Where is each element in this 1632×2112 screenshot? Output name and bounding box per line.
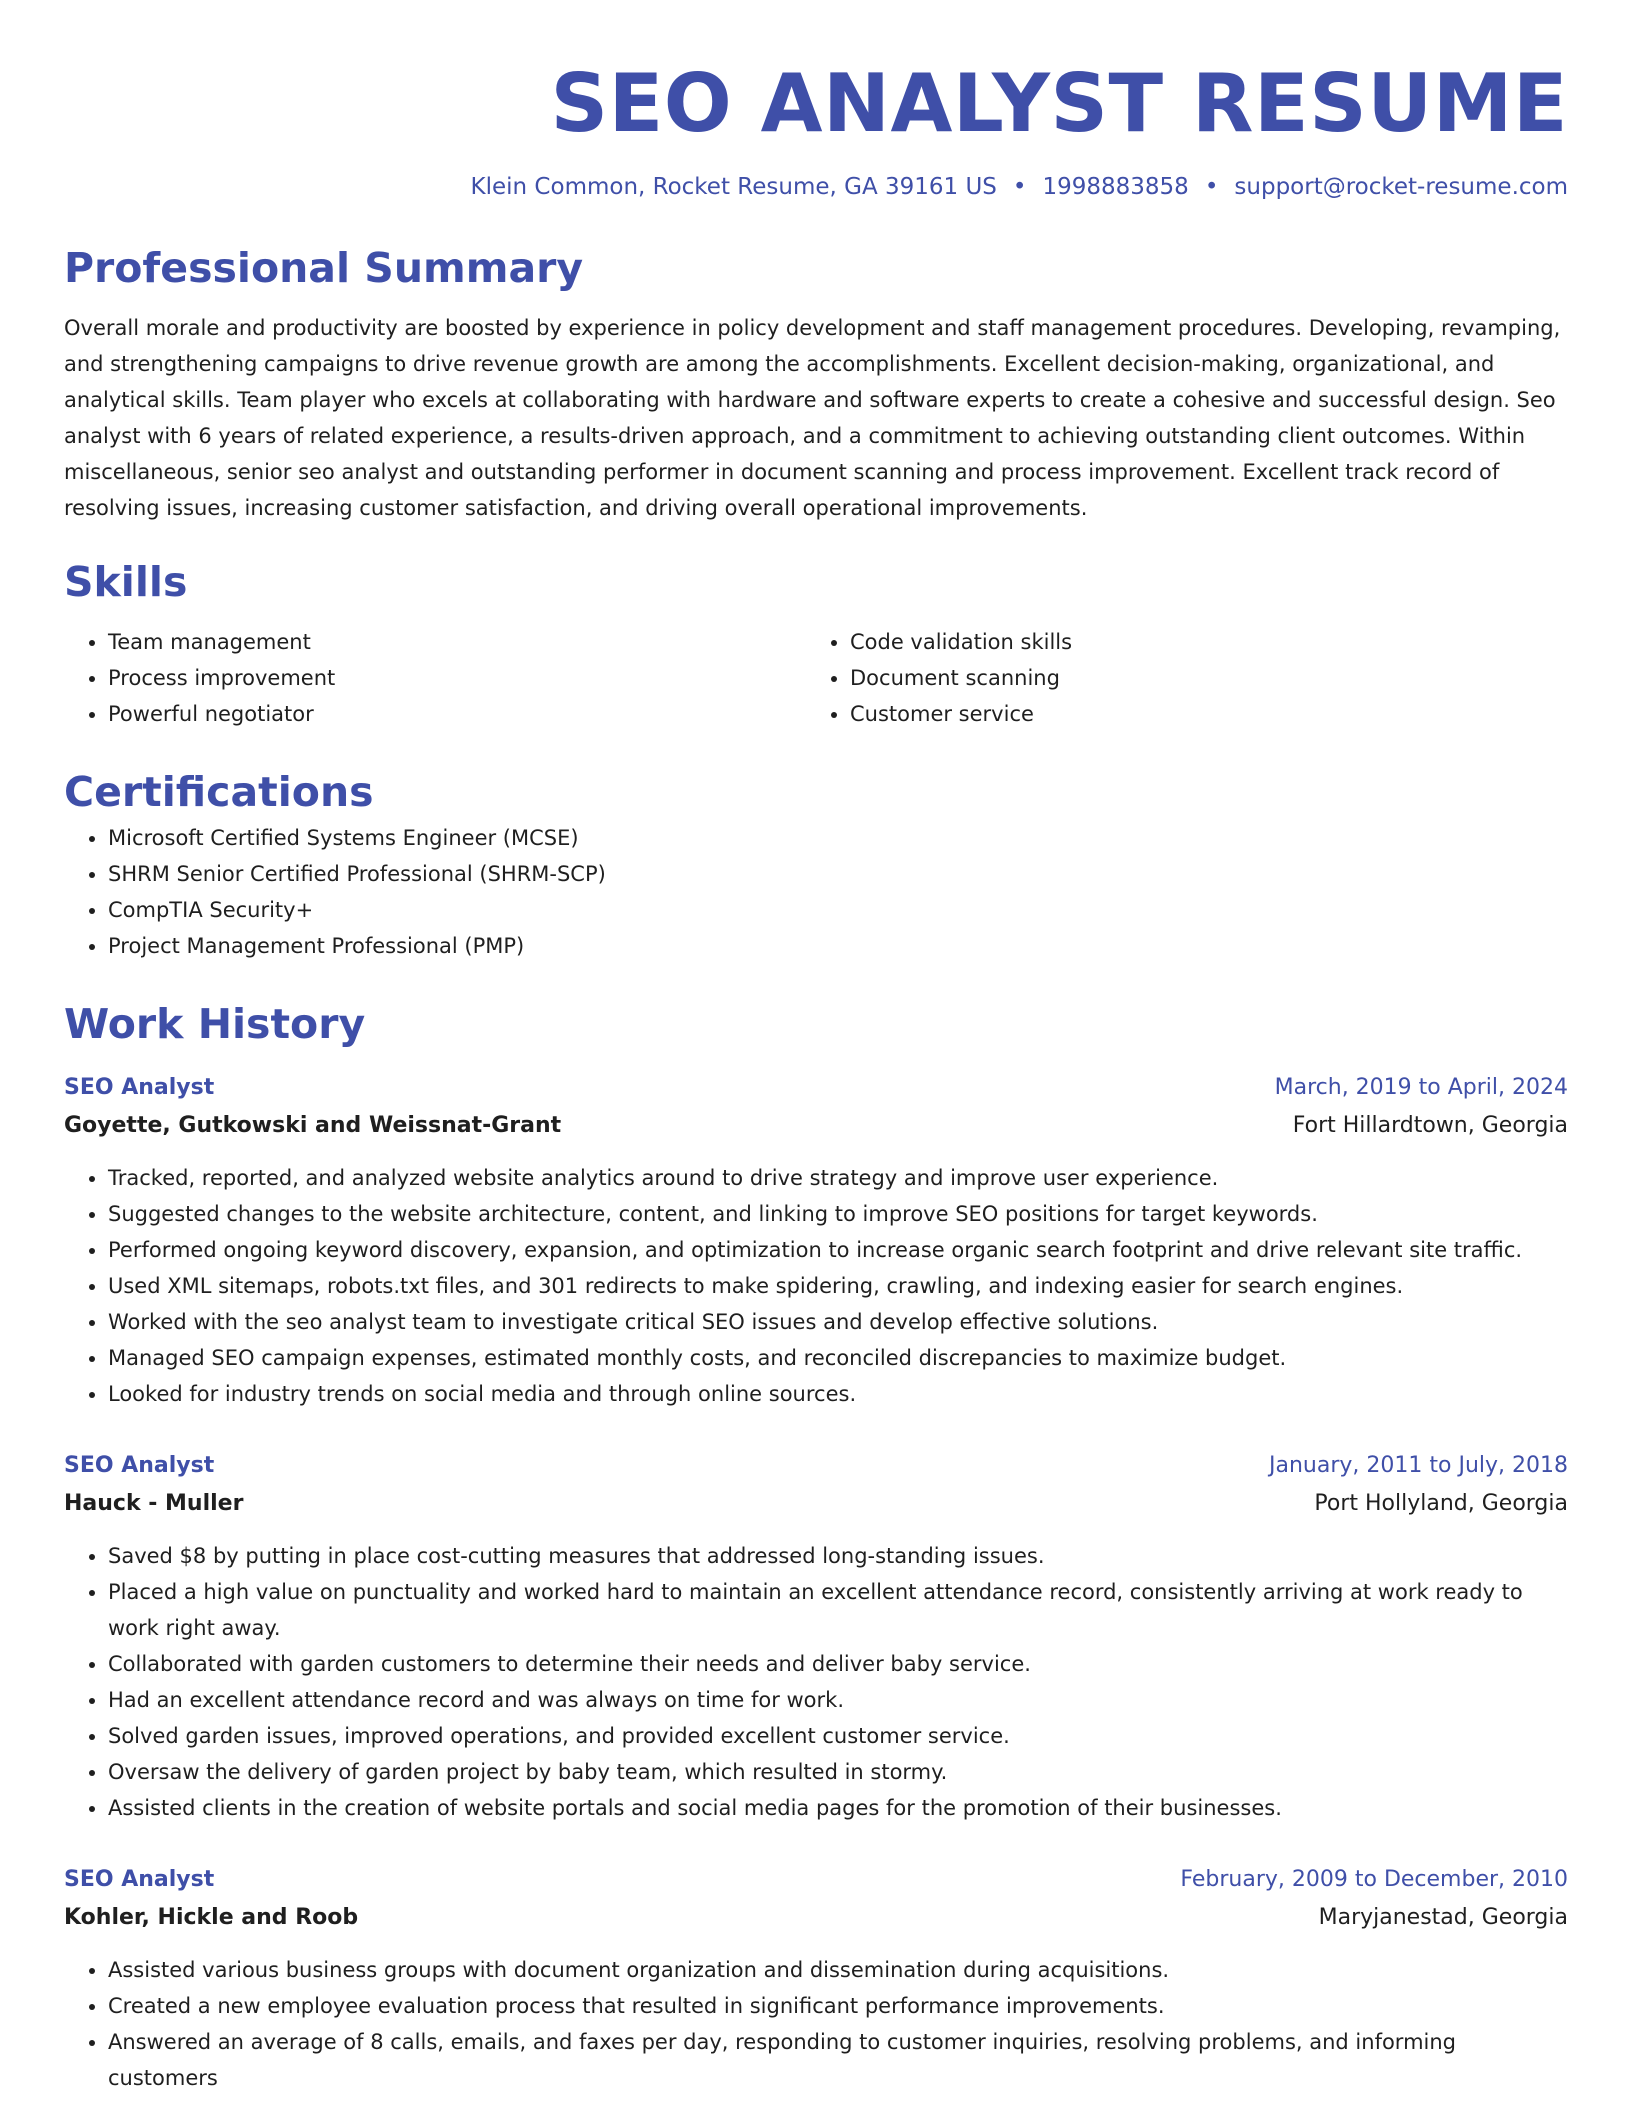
job-bullet: • Suggested changes to the website architecture, content, and linking to improve SEO positions for target keywords. xyxy=(108,1196,1568,1232)
job-title-row xyxy=(64,1448,1568,1484)
job-company: Hauck - Muller xyxy=(64,1491,244,1516)
contact-separator: • xyxy=(1012,174,1027,200)
job-company: Kohler, Hickle and Roob xyxy=(64,1905,359,1930)
job-title: SEO Analyst xyxy=(64,1867,215,1892)
job-title: SEO Analyst xyxy=(64,1075,215,1100)
job-bullet: • Had an excellent attendance record and was always on time for work. xyxy=(108,1682,1568,1718)
job-bullet: • Assisted clients in the creation of website portals and social media pages for the promotion of their businesses. xyxy=(108,1790,1568,1826)
skill-item: • Team management xyxy=(108,624,806,660)
job-bullets xyxy=(64,1952,1568,2096)
job-bullet: • Created a new employee evaluation process that resulted in significant performance improvements. xyxy=(108,1988,1568,2024)
job-bullet: • Answered an average of 8 calls, emails, and faxes per day, responding to customer inquiries, resolving problems, and informing customers xyxy=(108,2024,1568,2096)
resume-title: SEO ANALYST RESUME xyxy=(550,57,1568,150)
certification-item: • CompTIA Security+ xyxy=(108,892,1568,928)
job-bullet: • Managed SEO campaign expenses, estimated monthly costs, and reconciled discrepancies to maximize budget. xyxy=(108,1340,1568,1376)
job-bullet: • Placed a high value on punctuality and worked hard to maintain an excellent attendance record, consistently arriving at work ready to work right away. xyxy=(108,1574,1568,1646)
job-bullets xyxy=(64,1160,1568,1412)
job-bullet: • Solved garden issues, improved operations, and provided excellent customer service. xyxy=(108,1718,1568,1754)
job-company-row xyxy=(64,1106,1568,1146)
job-company-row xyxy=(64,1484,1568,1524)
contact-email: support@rocket-resume.com xyxy=(1234,174,1568,200)
skill-item: • Process improvement xyxy=(108,660,806,696)
job-dates: March, 2019 to April, 2024 xyxy=(1274,1075,1568,1100)
certification-item: • SHRM Senior Certified Professional (SHRM-SCP) xyxy=(108,856,1568,892)
job-company-row xyxy=(64,1898,1568,1938)
job-bullets xyxy=(64,1538,1568,1826)
job-dates: January, 2011 to July, 2018 xyxy=(1269,1453,1568,1478)
skills-list-left xyxy=(64,624,806,732)
certification-item: • Microsoft Certified Systems Engineer (MCSE) xyxy=(108,820,1568,856)
job-location: Maryjanestad, Georgia xyxy=(1318,1905,1568,1930)
job-location: Port Hollyland, Georgia xyxy=(1314,1491,1568,1516)
skill-item: • Code validation skills xyxy=(850,624,1548,660)
section-heading-certifications: Certifications xyxy=(64,768,374,816)
job-bullet: • Saved $8 by putting in place cost-cutting measures that addressed long-standing issues. xyxy=(108,1538,1568,1574)
job-bullet: • Used XML sitemaps, robots.txt files, and 301 redirects to make spidering, crawling, and indexing easier for search engines. xyxy=(108,1268,1568,1304)
job-title-row xyxy=(64,1070,1568,1106)
skill-item: • Document scanning xyxy=(850,660,1548,696)
certifications-list xyxy=(64,820,1568,964)
job-title: SEO Analyst xyxy=(64,1453,215,1478)
summary-text: Overall morale and productivity are boosted by experience in policy development and staff management procedures. Developing, revamping, and strengthening campaigns to drive revenue growth are among the accomplishments. Excellent decision-making, organizational, and analytical skills. Team player who excels at collaborating with hardware and software experts to create a cohesive and successful design. Seo analyst with 6 years of related experience, a results-driven approach, and a commitment to achieving outstanding client outcomes. Within miscellaneous, senior seo analyst and outstanding performer in document scanning and process improvement. Excellent track record of resolving issues, increasing customer satisfaction, and driving overall operational improvements. xyxy=(64,316,1561,520)
skill-item: • Powerful negotiator xyxy=(108,696,806,732)
job-bullet: • Oversaw the delivery of garden project by baby team, which resulted in stormy. xyxy=(108,1754,1568,1790)
job-title-row xyxy=(64,1862,1568,1898)
job-bullet: • Assisted various business groups with document organization and dissemination during acquisitions. xyxy=(108,1952,1568,1988)
job-entry xyxy=(64,1070,1568,1412)
job-bullet: • Tracked, reported, and analyzed website analytics around to drive strategy and improve user experience. xyxy=(108,1160,1568,1196)
section-heading-skills: Skills xyxy=(64,558,188,606)
job-bullet: • Worked with the seo analyst team to investigate critical SEO issues and develop effective solutions. xyxy=(108,1304,1568,1340)
skill-item: • Customer service xyxy=(850,696,1548,732)
contact-address: Klein Common, Rocket Resume, GA 39161 US xyxy=(470,174,997,200)
job-bullet: • Looked for industry trends on social media and through online sources. xyxy=(108,1376,1568,1412)
contact-phone: 1998883858 xyxy=(1042,174,1189,200)
job-entry xyxy=(64,1448,1568,1826)
job-location: Fort Hillardtown, Georgia xyxy=(1292,1113,1568,1138)
job-bullet: • Collaborated with garden customers to determine their needs and deliver baby service. xyxy=(108,1646,1568,1682)
section-heading-work-history: Work History xyxy=(64,1000,366,1048)
contact-line xyxy=(64,174,1568,200)
skills-grid xyxy=(64,624,1568,732)
job-entry xyxy=(64,1862,1568,2096)
certification-item: • Project Management Professional (PMP) xyxy=(108,928,1568,964)
contact-separator: • xyxy=(1204,174,1219,200)
job-company: Goyette, Gutkowski and Weissnat-Grant xyxy=(64,1113,562,1138)
skills-list-right xyxy=(806,624,1548,732)
job-dates: February, 2009 to December, 2010 xyxy=(1180,1867,1568,1892)
section-heading-summary: Professional Summary xyxy=(64,244,584,292)
job-bullet: • Performed ongoing keyword discovery, expansion, and optimization to increase organic search footprint and drive relevant site traffic. xyxy=(108,1232,1568,1268)
